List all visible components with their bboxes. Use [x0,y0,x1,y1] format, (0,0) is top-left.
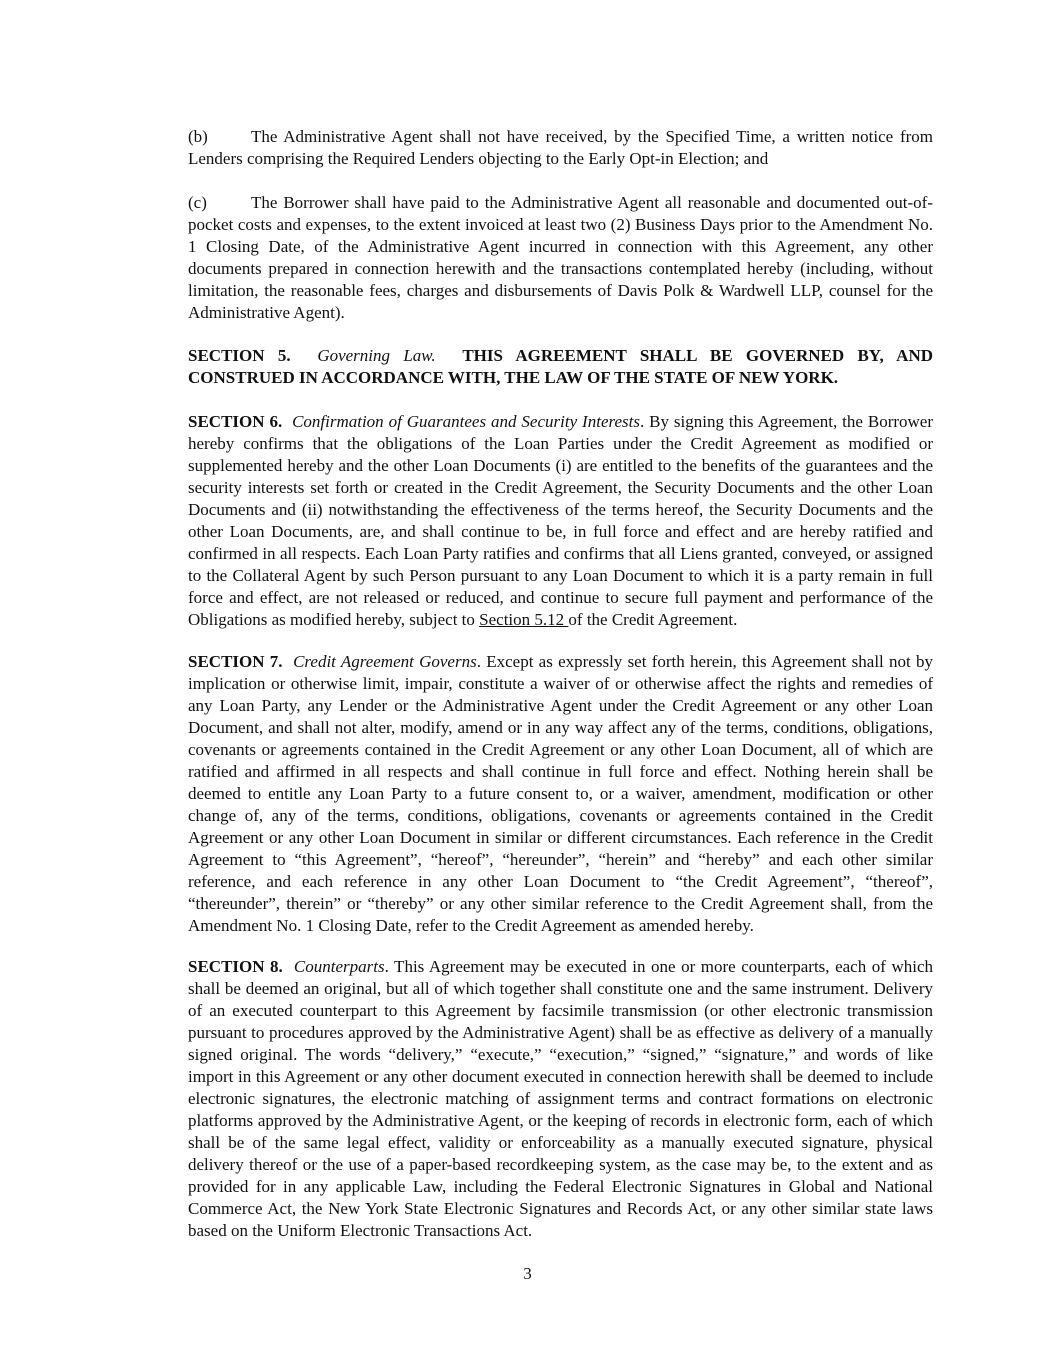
clause-b [188,126,933,170]
section-6-title: Confirmation of Guarantees and Security Interests [292,412,640,431]
section-7-text: . Except as expressly set forth herein, this Agreement shall not by implication or otherwise limit, impair, constitute a waiver of or otherwise affect the rights and remedies of any Loan Party, any Lender or the Administrative Agent under the Credit Agreement or any other Loan Document, and shall not alter, modify, amend or in any way affect any of the terms, conditions, obligations, covenants or agreements contained in the Credit Agreement or any other Loan Document, all of which are ratified and affirmed in all respects and shall continue in full force and effect. Nothing herein shall be deemed to entitle any Loan Party to a future consent to, or a waiver, amendment, modification or other change of, any of the terms, conditions, obligations, covenants or agreements contained in the Credit Agreement or any other Loan Document in similar or different circumstances. Each reference in the Credit Agreement to “this Agreement”, “hereof”, “hereunder”, “herein” and “hereby” and each other similar reference, and each reference in any other Loan Document to “the Credit Agreement”, “thereof”, “thereunder”, therein” or “thereby” or any other similar reference to the Credit Agreement shall, from the Amendment No. 1 Closing Date, refer to the Credit Agreement as amended hereby. [188,652,934,935]
section-6-reference-link: Section 5.12 [479,610,569,629]
clause-c-label: (c) [188,193,207,212]
clause-b-text: The Administrative Agent shall not have received, by the Specified Time, a written notice from Lenders comprising the Required Lenders objecting to the Early Opt-in Election; and [188,127,933,168]
section-6-tail: of the Credit Agreement. [568,610,738,629]
page-number: 3 [523,1264,532,1283]
section-8-number: SECTION 8. [188,957,283,976]
section-5-number: SECTION 5. [188,346,291,365]
section-6-text: . By signing this Agreement, the Borrower hereby confirms that the obligations of the Loan Parties under the Credit Agreement as modified or supplemented hereby and the other Loan Documents (i) are entitled to the benefits of the guarantees and the security interests set forth or created in the Credit Agreement, the Security Documents and the other Loan Documents and (ii) notwithstanding the effectiveness of the terms hereof, the Security Documents and the other Loan Documents, are, and shall continue to be, in full force and effect and are hereby ratified and confirmed in all respects. Each Loan Party ratifies and confirms that all Liens granted, conveyed, or assigned to the Collateral Agent by such Person pursuant to any Loan Document to which it is a party remain in full force and effect, are not released or reduced, and continue to secure full payment and performance of the Obligations as modified hereby, subject to [188,412,933,629]
section-8-text: . This Agreement may be executed in one or more counterparts, each of which shall be deemed an original, but all of which together shall constitute one and the same instrument. Delivery of an executed counterpart to this Agreement by facsimile transmission (or other electronic transmission pursuant to procedures approved by the Administrative Agent) shall be as effective as delivery of a manually signed original. The words “delivery,” “execute,” “execution,” “signed,” “signature,” and words of like import in this Agreement or any other document executed in connection herewith shall be deemed to include electronic signatures, the electronic matching of assignment terms and contract formations on electronic platforms approved by the Administrative Agent, or the keeping of records in electronic form, each of which shall be of the same legal effect, validity or enforceability as a manually executed signature, physical delivery thereof or the use of a paper-based recordkeeping system, as the case may be, to the extent and as provided for in any applicable Law, including the Federal Electronic Signatures in Global and National Commerce Act, the New York State Electronic Signatures and Records Act, or any other similar state laws based on the Uniform Electronic Transactions Act. [188,957,933,1240]
section-7 [126,651,933,937]
clause-c [188,192,933,324]
section-5-title: Governing Law. [317,346,436,365]
section-6 [126,411,933,631]
section-5-caps: THIS AGREEMENT SHALL BE GOVERNED BY, AND CONSTRUED IN ACCORDANCE WITH, THE LAW OF THE STATE OF NEW YORK. [188,346,934,387]
clause-c-text: The Borrower shall have paid to the Administrative Agent all reasonable and documented out-of-pocket costs and expenses, to the extent invoiced at least two (2) Business Days prior to the Amendment No. 1 Closing Date, of the Administrative Agent incurred in connection with this Agreement, any other documents prepared in connection herewith and the transactions contemplated hereby (including, without limitation, the reasonable fees, charges and disbursements of Davis Polk & Wardwell LLP, counsel for the Administrative Agent). [188,193,933,322]
clause-b-label: (b) [188,127,208,146]
section-8-title: Counterparts [293,957,385,976]
section-7-title: Credit Agreement Governs [293,652,477,671]
section-7-number: SECTION 7. [188,652,283,671]
section-5 [126,345,933,389]
section-6-number: SECTION 6. [188,412,283,431]
section-8 [126,956,933,1242]
